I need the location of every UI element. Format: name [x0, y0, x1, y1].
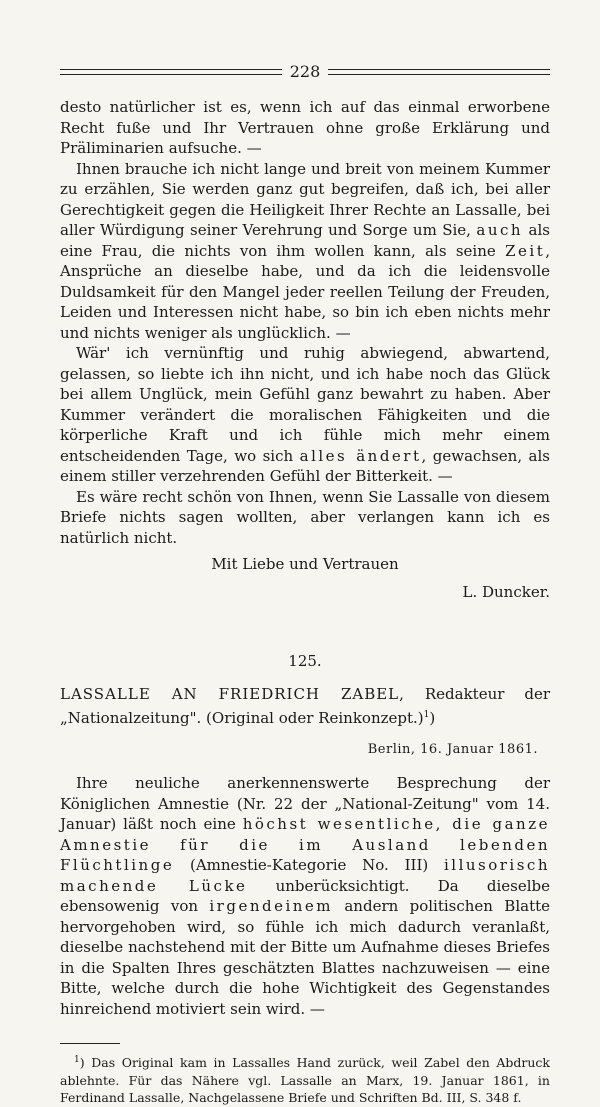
letter-body-spaced-1: höchst wesentliche, die ganze Amnestie für die im Ausland lebenden Flüchtlinge: [60, 815, 550, 874]
paragraph-2-part-1: Ihnen brauche ich nicht lange und breit von meinem Kummer zu erzählen, Sie werden ganz gut begreifen, daß ich, bei aller Gerechtigkeit gegen die Heiligkeit Ihrer Rechte an Lassalle, bei aller Würdigung seiner Verehrung und Sorge um Sie,: [60, 159, 550, 239]
paragraph-4: Es wäre recht schön von Ihnen, wenn Sie Lassalle von diesem Briefe nichts sagen wollten, aber verlangen kann ich es natürlich nicht.: [60, 487, 550, 547]
footnote: [60, 1052, 550, 1107]
paragraph-2-part-2: als eine Frau, die nichts von ihm wollen kann, als seine: [60, 221, 550, 260]
spaced-phrase-alles-aendert: alles ändert: [299, 446, 422, 465]
letter-body-part-1: Ihre neuliche anerkennenswerte Besprechung der Königlichen Amnestie (Nr. 22 der „National-Zeitung" vom 14. Januar) läßt noch eine: [60, 774, 550, 833]
page-header: [60, 62, 550, 81]
footnote-mark: 1: [74, 1055, 80, 1065]
page-number: 228: [289, 62, 321, 81]
paragraph-1: desto natürlicher ist es, wenn ich auf das einmal erworbene Recht fuße und Ihr Vertrauen ohne große Erklärung und Präliminarien aufsuche. —: [60, 98, 550, 157]
letter-body-spaced-3: irgendeinem: [209, 897, 334, 915]
signature: L. Duncker.: [462, 583, 550, 601]
dateline: Berlin, 16. Januar 1861.: [367, 742, 538, 757]
spaced-word-zeit: Zeit: [505, 241, 546, 260]
paragraph-3: [60, 343, 550, 487]
paragraph-2: [60, 159, 550, 344]
footnote-rule: [60, 1043, 120, 1044]
letter-heading-rest: Redakteur der „Nationalzeitung". (Original oder Reinkonzept.): [60, 685, 550, 727]
letter-heading-caps: LASSALLE AN FRIEDRICH ZABEL,: [60, 685, 405, 703]
paragraph-3-part-1: Wär' ich vernünftig und ruhig abwiegend, abwartend, gelassen, so liebte ich ihn nicht, und ich habe noch das Glück bei allem Unglück, mein Gefühl ganz bewahrt zu haben. Aber Kummer verändert die moralischen Fähigkeiten und die körperliche Kraft und ich fühle mich mehr einem entscheidenden Tage, wo sich: [60, 344, 550, 465]
paragraph-2-part-3: , Ansprüche an dieselbe habe, und da ich die leidensvolle Duldsamkeit für den Mangel jeder reellen Teilung der Freuden, Leiden und Interessen nicht habe, so bin ich eben nichts mehr und nichts weniger als unglücklich. —: [60, 241, 550, 342]
letter-body-part-2: (Amnestie-Kategorie No. III): [174, 856, 444, 874]
letter-body-part-4: andern politischen Blatte hervorgehoben wird, so fühle ich mich dadurch veranlaßt, dieselbe nachstehend mit der Bitte um Aufnahme dieses Briefes in die Spalten Ihres geschätzten Blattes nachzuweisen — eine Bitte, welche durch die hohe Wichtigkeit des Gegenstandes hinreichend motiviert sein wird. —: [60, 897, 551, 1018]
header-rule-right: [328, 69, 550, 75]
letter-body-part-3: unberücksichtigt. Da dieselbe ebensowenig von: [60, 876, 550, 915]
letter-body-spaced-2: illusorisch machende Lücke: [60, 856, 550, 895]
letter-number: 125.: [288, 652, 322, 670]
closing-salutation: Mit Liebe und Vertrauen: [211, 555, 399, 573]
paragraph-3-part-2: , gewachsen, als einem stiller verzehrenden Gefühl der Bitterkeit. —: [60, 446, 550, 485]
spaced-word-auch: auch: [476, 221, 524, 239]
letter-body: [60, 773, 550, 1019]
footnote-text: ) Das Original kam in Lassalles Hand zurück, weil Zabel den Abdruck ablehnte. Für das Nähere vgl. Lassalle an Marx, 19. Januar 1861, in Ferdinand Lassalle, Nachgelassene Briefe und Schriften Bd. III, S. 348 f.: [60, 1055, 550, 1106]
header-rule-left: [60, 69, 282, 75]
footnote-reference[interactable]: 1: [423, 709, 430, 720]
letter-heading-paren: ): [429, 708, 436, 727]
letter-heading: [60, 684, 550, 728]
